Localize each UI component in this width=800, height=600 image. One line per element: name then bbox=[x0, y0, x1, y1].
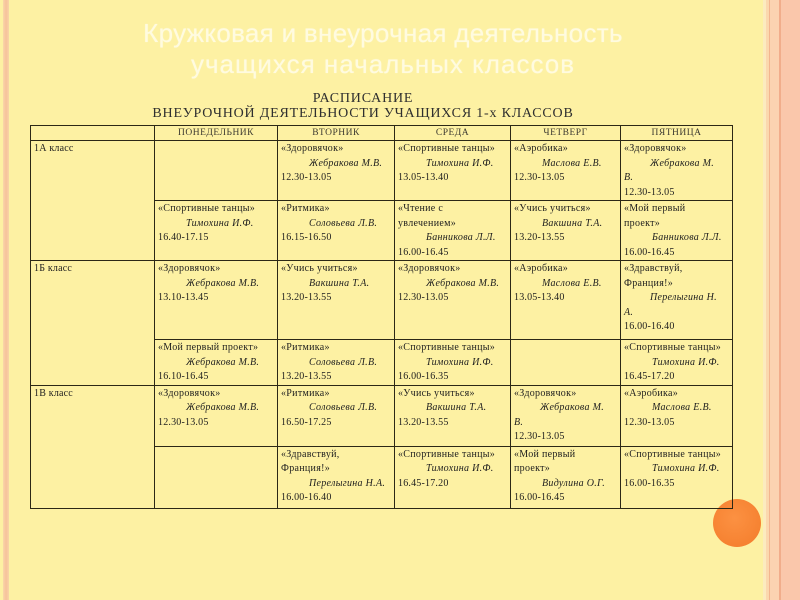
time-slot: 16.45-17.20 bbox=[398, 477, 449, 489]
time-slot: 12.30-13.05 bbox=[624, 416, 675, 428]
schedule-cell bbox=[511, 261, 621, 340]
column-header-thursday: ЧЕТВЕРГ bbox=[511, 126, 621, 141]
time-slot: 13.05-13.40 bbox=[398, 172, 449, 183]
time-slot: 12.30-13.05 bbox=[514, 172, 565, 183]
teacher-name: Жебракова М.В. bbox=[514, 402, 604, 428]
schedule-cell bbox=[155, 261, 278, 340]
teacher-name: Соловьева Л.В. bbox=[309, 402, 378, 413]
activity-name: «Аэробика» bbox=[514, 263, 569, 274]
slide-title-line-2: учащихся начальных классов bbox=[190, 49, 576, 79]
schedule-cell bbox=[621, 141, 733, 201]
teacher-name: Вакшина Т.А. bbox=[426, 402, 487, 413]
time-slot: 16.00-16.35 bbox=[398, 371, 449, 382]
activity-name: «Здравствуй, Франция!» bbox=[624, 263, 683, 289]
activity-name: «Здоровячок» bbox=[514, 387, 577, 399]
teacher-name: Вакшина Т.А. bbox=[542, 217, 603, 229]
time-slot: 16.40-17.15 bbox=[158, 232, 209, 243]
activity-name: «Спортивные танцы» bbox=[158, 203, 256, 214]
time-slot: 12.30-13.05 bbox=[281, 172, 332, 183]
teacher-name: Маслова Е.В. bbox=[542, 157, 602, 169]
teacher-name: Тимохина И.Ф. bbox=[652, 356, 720, 368]
teacher-name: Банникова Л.Л. bbox=[426, 232, 496, 243]
time-slot: 16.00-16.35 bbox=[624, 477, 675, 489]
schedule-cell bbox=[511, 201, 621, 261]
teacher-name: Жебракова М.В. bbox=[309, 157, 383, 169]
activity-name: «Здравствуй, Франция!» bbox=[281, 448, 340, 474]
schedule-cell-empty bbox=[511, 340, 621, 386]
column-header-tuesday: ВТОРНИК bbox=[278, 126, 395, 141]
time-slot: 12.30-13.05 bbox=[158, 416, 209, 428]
teacher-name: Банникова Л.Л. bbox=[652, 232, 722, 243]
schedule-cell bbox=[511, 385, 621, 446]
time-slot: 16.50-17.25 bbox=[281, 416, 332, 428]
schedule-cell bbox=[621, 446, 733, 508]
column-header-friday: ПЯТНИЦА bbox=[621, 126, 733, 141]
header-row bbox=[31, 126, 733, 141]
schedule-cell bbox=[155, 201, 278, 261]
time-slot: 13.05-13.40 bbox=[514, 292, 565, 303]
table-row bbox=[31, 385, 733, 446]
schedule-cell bbox=[511, 446, 621, 508]
teacher-name: Маслова Е.В. bbox=[652, 402, 712, 413]
class-label: 1В класс bbox=[34, 387, 73, 399]
right-border-stripes bbox=[763, 0, 800, 600]
activity-name: «Ритмика» bbox=[281, 342, 330, 353]
teacher-name: Жебракова М.В. bbox=[186, 356, 260, 368]
table-row bbox=[31, 261, 733, 340]
schedule-cell bbox=[395, 141, 511, 201]
schedule-cell bbox=[278, 261, 395, 340]
schedule-cell bbox=[621, 201, 733, 261]
activity-name: «Аэробика» bbox=[514, 143, 569, 154]
schedule-cell-empty bbox=[155, 141, 278, 201]
time-slot: 12.30-13.05 bbox=[624, 186, 675, 198]
activity-name: «Аэробика» bbox=[624, 387, 679, 399]
class-label-cell bbox=[31, 141, 155, 261]
time-slot: 13.20-13.55 bbox=[398, 416, 449, 428]
activity-name: «Мой первый проект» bbox=[514, 448, 576, 474]
teacher-name: Жебракова М.В. bbox=[186, 277, 260, 289]
activity-name: «Спортивные танцы» bbox=[624, 342, 722, 353]
teacher-name: Жебракова М.В. bbox=[624, 157, 714, 183]
class-label: 1Б класс bbox=[34, 263, 73, 274]
schedule-cell bbox=[395, 385, 511, 446]
schedule-cell bbox=[395, 446, 511, 508]
schedule-cell bbox=[395, 201, 511, 261]
time-slot: 16.15-16.50 bbox=[281, 232, 332, 243]
activity-name: «Ритмика» bbox=[281, 203, 330, 214]
teacher-name: Тимохина И.Ф. bbox=[652, 463, 720, 474]
schedule-cell bbox=[621, 340, 733, 386]
schedule-cell bbox=[278, 141, 395, 201]
time-slot: 12.30-13.05 bbox=[398, 292, 449, 303]
activity-name: «Ритмика» bbox=[281, 387, 330, 399]
activity-name: «Мой первый проект» bbox=[158, 342, 259, 353]
teacher-name: Тимохина И.Ф. bbox=[426, 356, 494, 368]
time-slot: 16.00-16.45 bbox=[624, 246, 675, 258]
activity-name: «Спортивные танцы» bbox=[398, 143, 496, 154]
schedule-cell bbox=[511, 141, 621, 201]
schedule-heading-title: РАСПИСАНИЕ bbox=[312, 91, 414, 106]
teacher-name: Тимохина И.Ф. bbox=[426, 463, 494, 474]
activity-name: «Здоровячок» bbox=[624, 143, 687, 154]
time-slot: 13.20-13.55 bbox=[281, 292, 332, 303]
activity-name: «Спортивные танцы» bbox=[398, 342, 496, 353]
teacher-name: Тимохина И.Ф. bbox=[426, 157, 494, 169]
schedule-cell bbox=[278, 446, 395, 508]
activity-name: «Спортивные танцы» bbox=[624, 448, 722, 460]
schedule-cell bbox=[395, 340, 511, 386]
left-border-stripe bbox=[3, 0, 9, 600]
activity-name: «Учись учиться» bbox=[514, 203, 591, 214]
time-slot: 16.00-16.45 bbox=[398, 246, 449, 258]
activity-name: «Учись учиться» bbox=[398, 387, 475, 399]
schedule-cell bbox=[395, 261, 511, 340]
column-header-monday: ПОНЕДЕЛЬНИК bbox=[155, 126, 278, 141]
slide-title-line-1: Кружковая и внеурочная деятельность bbox=[143, 18, 623, 48]
teacher-name: Перелыгина Н.А. bbox=[309, 477, 386, 489]
teacher-name: Соловьева Л.В. bbox=[309, 356, 378, 368]
activity-name: «Чтение с увлечением» bbox=[398, 203, 457, 229]
column-header-class bbox=[31, 126, 155, 141]
class-label-cell bbox=[31, 385, 155, 508]
schedule-cell bbox=[278, 385, 395, 446]
teacher-name: Тимохина И.Ф. bbox=[186, 217, 254, 229]
time-slot: 16.00-16.45 bbox=[514, 492, 565, 503]
activity-name: «Спортивные танцы» bbox=[398, 448, 496, 460]
schedule-cell bbox=[278, 340, 395, 386]
activity-name: «Здоровячок» bbox=[158, 263, 221, 274]
schedule-heading-subtitle: ВНЕУРОЧНОЙ ДЕЯТЕЛЬНОСТИ УЧАЩИХСЯ 1-х КЛАССОВ bbox=[152, 105, 574, 121]
schedule-table bbox=[30, 125, 733, 509]
schedule-cell bbox=[278, 201, 395, 261]
column-header-wednesday: СРЕДА bbox=[395, 126, 511, 141]
time-slot: 13.20-13.55 bbox=[281, 371, 332, 382]
class-label: 1А класс bbox=[34, 143, 74, 154]
schedule-cell bbox=[621, 261, 733, 340]
time-slot: 16.10-16.45 bbox=[158, 371, 209, 382]
slide-title bbox=[0, 18, 766, 80]
teacher-name: Жебракова М.В. bbox=[186, 402, 260, 413]
activity-name: «Здоровячок» bbox=[281, 143, 344, 154]
time-slot: 13.10-13.45 bbox=[158, 292, 209, 303]
time-slot: 16.00-16.40 bbox=[281, 492, 332, 503]
schedule-cell-empty bbox=[155, 446, 278, 508]
time-slot: 13.20-13.55 bbox=[514, 232, 565, 243]
teacher-name: Видулина О.Г. bbox=[542, 477, 606, 489]
schedule-heading bbox=[100, 92, 626, 121]
time-slot: 16.45-17.20 bbox=[624, 371, 675, 382]
teacher-name: Перелыгина Н.А. bbox=[624, 292, 717, 318]
teacher-name: Соловьева Л.В. bbox=[309, 217, 378, 229]
activity-name: «Здоровячок» bbox=[398, 263, 461, 274]
activity-name: «Учись учиться» bbox=[281, 263, 358, 274]
time-slot: 16.00-16.40 bbox=[624, 321, 675, 332]
schedule-cell bbox=[621, 385, 733, 446]
teacher-name: Жебракова М.В. bbox=[426, 277, 500, 289]
teacher-name: Вакшина Т.А. bbox=[309, 277, 370, 289]
table-row bbox=[31, 141, 733, 201]
time-slot: 12.30-13.05 bbox=[514, 431, 565, 442]
schedule-cell bbox=[155, 385, 278, 446]
teacher-name: Маслова Е.В. bbox=[542, 277, 602, 289]
activity-name: «Здоровячок» bbox=[158, 387, 221, 399]
activity-name: «Мой первый проект» bbox=[624, 203, 686, 229]
schedule-cell bbox=[155, 340, 278, 386]
class-label-cell bbox=[31, 261, 155, 386]
